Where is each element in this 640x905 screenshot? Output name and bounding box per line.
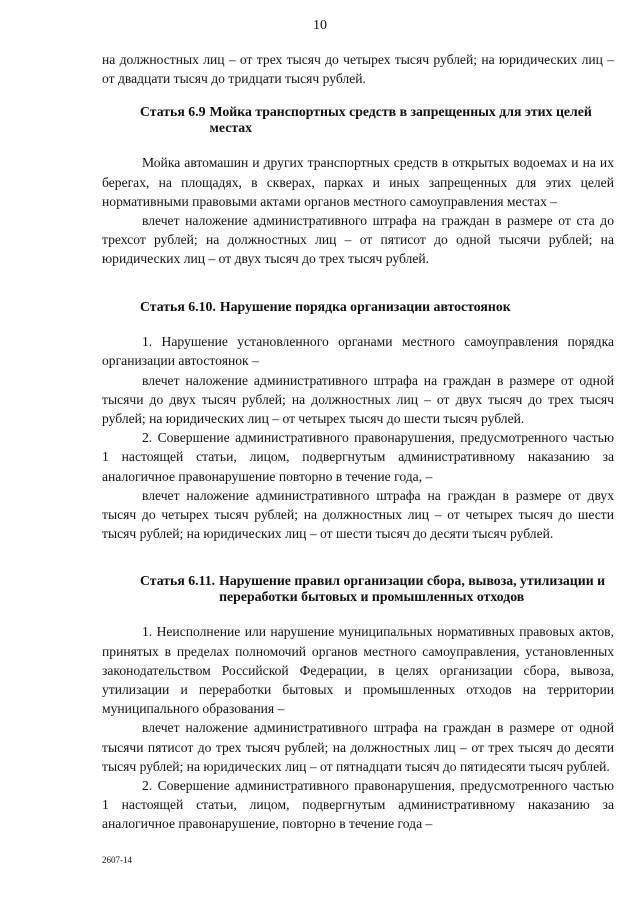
paragraph: 2. Совершение административного правонарушения, предусмотренного частью 1 настоящей статьи, лицом, подвергнутым административному наказанию за аналогичное правонарушение повторно в течение года, – [102, 430, 614, 484]
paragraph: влечет наложение административного штрафа на граждан в размере от двух тысяч до четырех тысяч рублей; на должностных лиц – от четырех тысяч до шести тысяч рублей; на юридических лиц – от шести тысяч до десяти тысяч рублей. [102, 487, 614, 542]
page-number: 10 [313, 18, 327, 33]
article-number: Статья 6.10. [140, 298, 216, 314]
article-heading [102, 299, 614, 315]
article-title: Мойка транспортных средств в запрещенных для этих целей местах [209, 104, 592, 135]
footer-code: 2607-14 [102, 855, 132, 865]
article-heading [102, 573, 614, 604]
paragraph: влечет наложение административного штрафа на граждан в размере от одной тысячи до двух тысяч рублей; на должностных лиц – от двух тысяч до трех тысяч рублей; на юридических лиц – от четырех тысяч до шести тысяч рублей. [102, 372, 614, 426]
article-heading [102, 104, 614, 135]
paragraph: 1. Неисполнение или нарушение муниципальных нормативных правовых актов, принятых в пределах полномочий органов местного самоуправления, установленных законодательством Российской Федерации, в целях организации сбора, вывоза, утилизации и переработки бытовых и промышленных отходов на территории муниципального образования – [102, 624, 614, 717]
document-body [102, 50, 614, 834]
article-title: Нарушение правил организации сбора, вывоза, утилизации и переработки бытовых и промышленных отходов [219, 573, 606, 604]
paragraph: влечет наложение административного штрафа на граждан в размере от одной тысячи пятисот до трех тысяч рублей; на должностных лиц – от трех тысяч до десяти тысяч рублей; на юридических лиц – от пятнадцати тысяч до пятидесяти тысяч рублей. [102, 720, 614, 774]
article-number: Статья 6.11. [140, 573, 216, 589]
intro-paragraph: на должностных лиц – от трех тысяч до четырех тысяч рублей; на юридических лиц – от двадцати тысяч до тридцати тысяч рублей. [102, 52, 614, 87]
paragraph: влечет наложение административного штрафа на граждан в размере от ста до трехсот рублей; на должностных лиц – от пятисот до одной тысячи рублей; на юридических лиц – от двух тысяч до трех тысяч рублей. [102, 213, 614, 267]
article-title: Нарушение порядка организации автостоянок [219, 298, 511, 314]
paragraph: Мойка автомашин и других транспортных средств в открытых водоемах и на их берегах, на площадях, в скверах, парках и иных запрещенных для этих целей нормативными правовыми актами органов местного самоуправления местах – [102, 155, 614, 209]
paragraph: 1. Нарушение установленного органами местного самоуправления порядка организации автостоянок – [102, 334, 614, 369]
paragraph: 2. Совершение административного правонарушения, предусмотренного частью 1 настоящей статьи, лицом, подвергнутым административному наказанию за аналогичное правонарушение, повторно в течение года – [102, 777, 614, 832]
article-number: Статья 6.9 [140, 104, 206, 120]
